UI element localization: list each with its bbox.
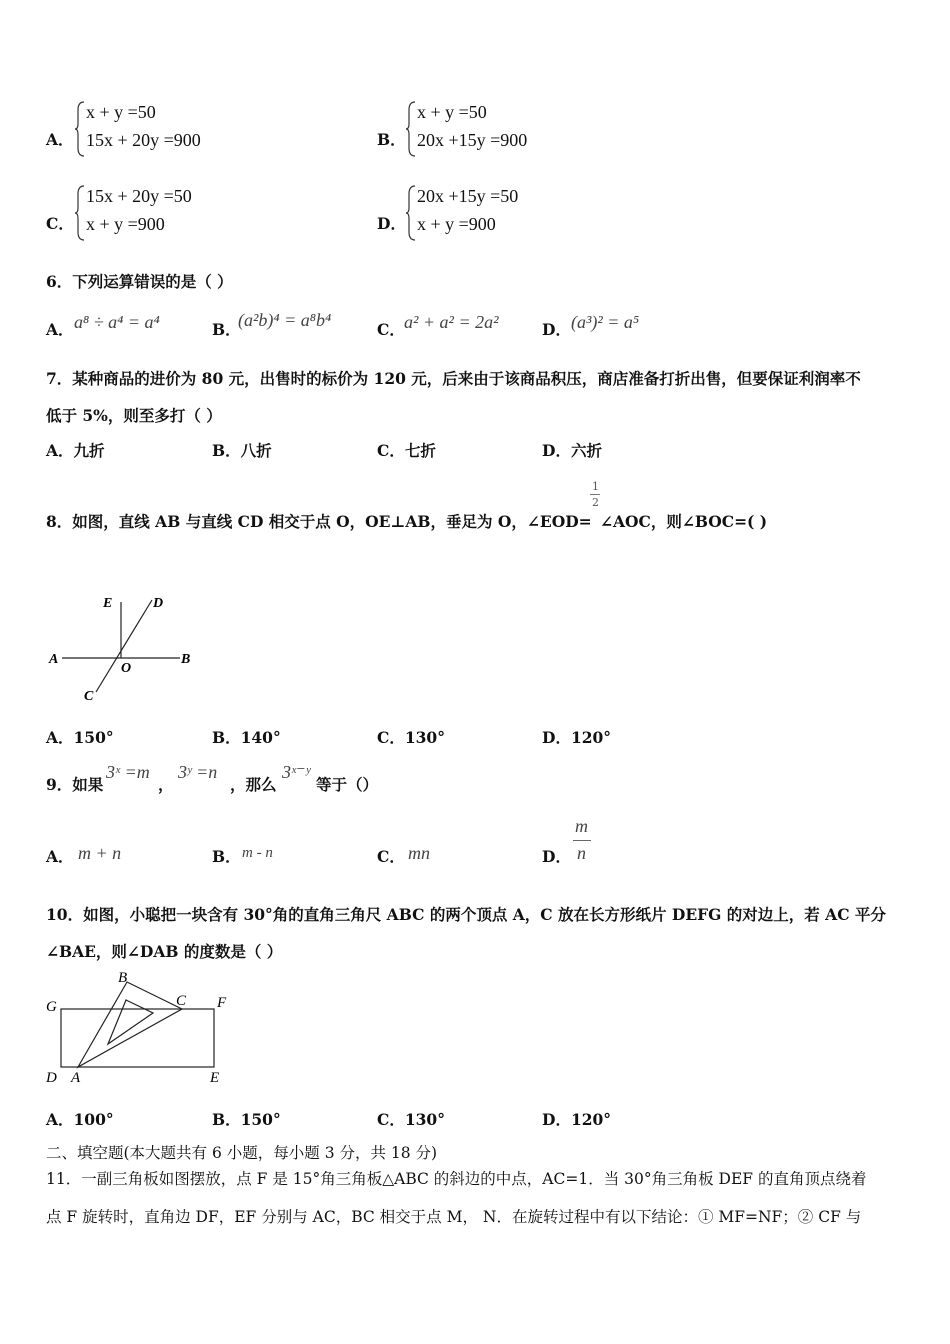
q6-option-a-label: A．	[46, 320, 74, 339]
q5-option-a-label: A．	[46, 130, 74, 149]
q10-label-d: D	[46, 1070, 57, 1086]
q7-line2: 低于 5%，则至多打（ ）	[46, 406, 222, 425]
q9-stem-part3: 等于（）	[316, 775, 379, 794]
q8-label-d: D	[153, 596, 164, 611]
q10-line2: ∠BAE，则∠DAB 的度数是（ ）	[46, 942, 283, 961]
q5-d-eq1: 20x +15y =50	[417, 186, 519, 206]
q8-frac-bar	[590, 494, 600, 495]
q6-option-b-label: B．	[212, 320, 241, 339]
q5-b-eq2: 20x +15y =900	[417, 130, 528, 150]
q6-stem: 6．下列运算错误的是（ ）	[46, 272, 233, 291]
q10-figure	[40, 965, 235, 1090]
q5-b-eq1: x + y =50	[417, 102, 487, 122]
q8-option-c: C．130°	[377, 728, 445, 747]
q9-option-a-label: A．	[46, 847, 74, 866]
q10-triangle-abc	[78, 982, 182, 1067]
q9-option-c-expr: mn	[408, 843, 430, 863]
q10-label-e: E	[210, 1070, 220, 1086]
q6-option-a-expr: a⁸ ÷ a⁴ = a⁴	[74, 312, 160, 332]
q5-a-eq2: 15x + 20y =900	[86, 130, 201, 150]
q8-figure	[40, 588, 205, 708]
q10-label-a: A	[71, 1070, 81, 1086]
q9-expr-1: 3ˣ =m	[106, 762, 150, 782]
q5-option-b-label: B．	[377, 130, 406, 149]
q10-label-g: G	[46, 999, 57, 1015]
q8-option-b: B．140°	[212, 728, 281, 747]
q5-c-eq1: 15x + 20y =50	[86, 186, 192, 206]
q7-line1: 7．某种商品的进价为 80 元，出售时的标价为 120 元，后来由于该商品积压，商店准备打折出售，但要保证利润率不	[46, 369, 861, 388]
q8-stem-part1: 8．如图，直线 AB 与直线 CD 相交于点 O，OE⊥AB，垂足为 O，∠EOD=	[46, 512, 592, 531]
q8-option-a: A．150°	[46, 728, 114, 747]
q5-b-system	[417, 98, 527, 154]
q9-option-a-expr: m + n	[78, 843, 122, 863]
q8-line-cd	[96, 600, 152, 692]
q7-option-c: C．七折	[377, 441, 436, 460]
q8-frac-num: 1	[592, 480, 599, 493]
q5-option-c-label: C．	[46, 214, 74, 233]
q9-d-numerator: m	[575, 816, 588, 836]
q10-label-c: C	[176, 993, 187, 1009]
q10-option-c: C．130°	[377, 1110, 445, 1129]
q8-label-e: E	[103, 596, 113, 611]
q5-d-system	[417, 182, 518, 238]
q6-option-d-expr: (a³)² = a⁵	[571, 312, 640, 332]
section-2-heading: 二、填空题(本大题共有 6 小题，每小题 3 分，共 18 分)	[46, 1144, 438, 1162]
q5-d-eq2: x + y =900	[417, 214, 496, 234]
q7-option-b: B．八折	[212, 441, 272, 460]
q9-expr-2: 3ʸ =n	[178, 762, 218, 782]
q9-expr-3: 3ˣ⁻ʸ	[282, 762, 311, 782]
q8-label-o: O	[121, 661, 132, 676]
q5-a-brace-icon	[74, 100, 86, 158]
q11-line1: 11．一副三角板如图摆放，点 F 是 15°角三角板△ABC 的斜边的中点，AC=1．当 30°角三角板 DEF 的直角顶点绕着	[46, 1170, 867, 1188]
q9-d-frac-bar	[573, 840, 591, 841]
q10-label-b: B	[118, 970, 128, 986]
q10-label-f: F	[217, 995, 227, 1011]
q10-rectangle-defg	[61, 1009, 214, 1067]
q10-line1: 10．如图，小聪把一块含有 30°角的直角三角尺 ABC 的两个顶点 A，C 放在长方形纸片 DEFG 的对边上，若 AC 平分	[46, 905, 886, 924]
q8-label-c: C	[84, 689, 94, 704]
q8-frac-den: 2	[592, 496, 599, 509]
q6-option-b-expr: (a²b)⁴ = a⁸b⁴	[238, 310, 332, 330]
q7-option-a: A．九折	[46, 441, 105, 460]
q6-option-c-expr: a² + a² = 2a²	[404, 312, 499, 332]
q9-d-denominator: n	[577, 843, 586, 863]
q5-a-eq1: x + y =50	[86, 102, 156, 122]
q8-label-b: B	[181, 652, 191, 667]
q5-c-system	[86, 182, 192, 238]
q8-label-a: A	[49, 652, 59, 667]
q6-option-c-label: C．	[377, 320, 405, 339]
q5-a-system	[86, 98, 201, 154]
q10-option-d: D．120°	[542, 1110, 612, 1129]
q10-option-a: A．100°	[46, 1110, 114, 1129]
q5-c-brace-icon	[74, 184, 86, 242]
q9-option-b-expr: m - n	[242, 845, 273, 861]
q5-d-brace-icon	[405, 184, 417, 242]
q9-option-c-label: C．	[377, 847, 405, 866]
q9-separator: ，	[158, 775, 174, 794]
q5-b-brace-icon	[405, 100, 417, 158]
q7-option-d: D．六折	[542, 441, 602, 460]
q5-c-eq2: x + y =900	[86, 214, 165, 234]
q11-line2: 点 F 旋转时，直角边 DF，EF 分别与 AC，BC 相交于点 M， N．在旋转过程中有以下结论：① MF=NF；② CF 与	[46, 1208, 862, 1226]
q8-option-d: D．120°	[542, 728, 612, 747]
q6-option-d-label: D．	[542, 320, 571, 339]
q9-option-b-label: B．	[212, 847, 241, 866]
q9-stem-part1: 9．如果	[46, 775, 104, 794]
q9-option-d-label: D．	[542, 847, 571, 866]
q8-stem-part2: ∠AOC，则∠BOC=( )	[600, 512, 768, 531]
q10-option-b: B．150°	[212, 1110, 281, 1129]
q5-option-d-label: D．	[377, 214, 406, 233]
q9-stem-part2: ，那么	[230, 775, 277, 794]
